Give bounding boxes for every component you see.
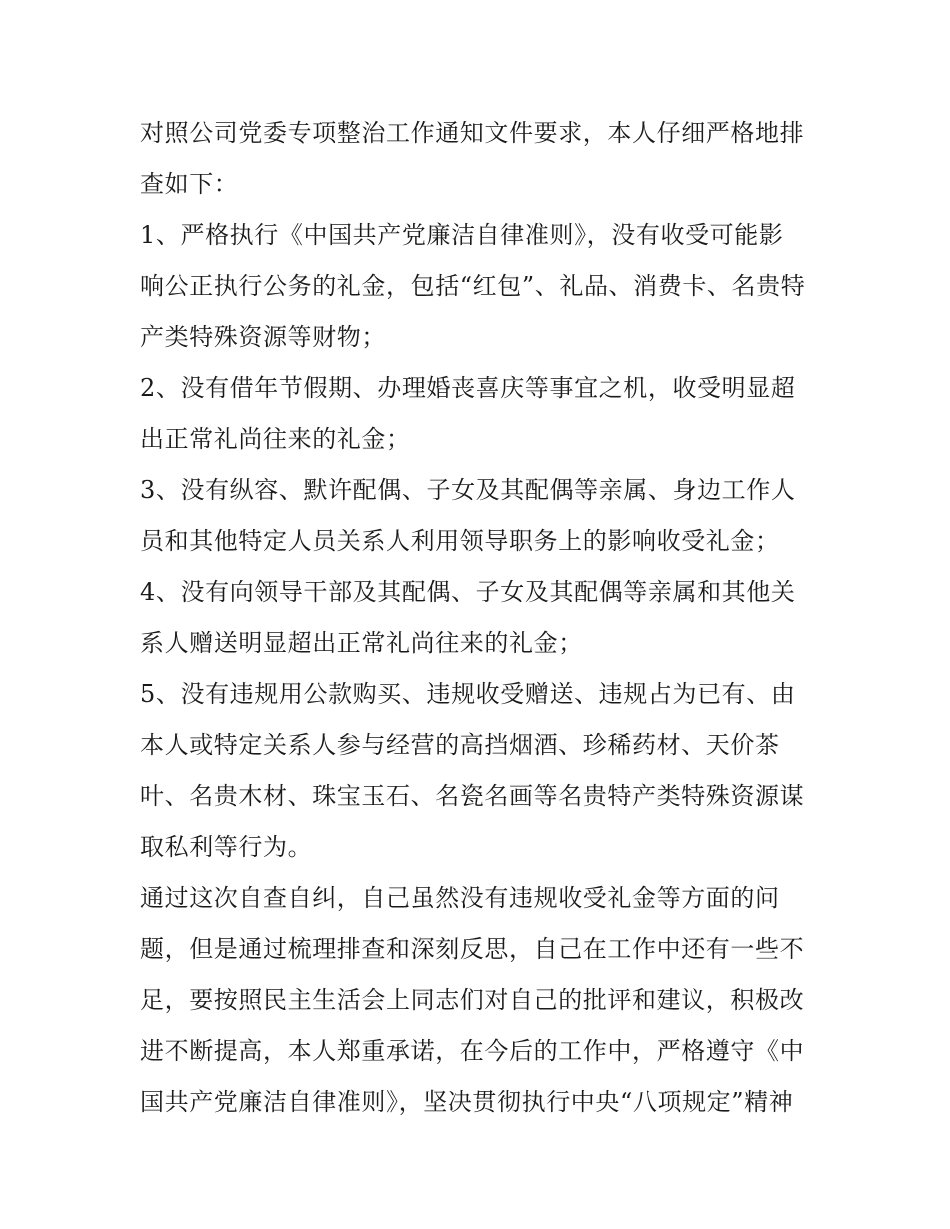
text-line: 进不断提高，本人郑重承诺，在今后的工作中，严格遵守《中 (140, 1037, 805, 1065)
text-line: 3、没有纵容、默许配偶、子女及其配偶等亲属、身边工作人 (140, 476, 796, 504)
text-line: 国共产党廉洁自律准则》，坚决贯彻执行中央“八项规定”精神 (140, 1088, 794, 1116)
text-line: 叶、名贵木材、珠宝玉石、名瓷名画等名贵特产类特殊资源谋 (140, 782, 805, 810)
text-line: 系人赠送明显超出正常礼尚往来的礼金； (140, 629, 583, 657)
text-line: 查如下： (140, 170, 239, 198)
text-line: 4、没有向领导干部及其配偶、子女及其配偶等亲属和其他关 (140, 578, 796, 606)
text-line: 产类特殊资源等财物； (140, 323, 386, 351)
text-line: 对照公司党委专项整治工作通知文件要求，本人仔细严格地排 (140, 119, 805, 147)
text-line: 取私利等行为。 (140, 833, 313, 861)
text-line: 1、严格执行《中国共产党廉洁自律准则》，没有收受可能影 (140, 221, 784, 249)
text-line: 通过这次自查自纠，自己虽然没有违规收受礼金等方面的问 (140, 884, 780, 912)
text-line: 2、没有借年节假期、办理婚丧喜庆等事宜之机，收受明显超 (140, 374, 796, 402)
text-line: 5、没有违规用公款购买、违规收受赠送、违规占为已有、由 (140, 680, 796, 708)
document-body (140, 108, 820, 1128)
text-line: 本人或特定关系人参与经营的高挡烟酒、珍稀药材、天价茶 (140, 731, 780, 759)
text-line: 足，要按照民主生活会上同志们对自己的批评和建议，积极改 (140, 986, 805, 1014)
text-line: 响公正执行公务的礼金，包括“红包”、礼品、消费卡、名贵特 (140, 272, 806, 300)
text-line: 出正常礼尚往来的礼金； (140, 425, 411, 453)
text-line: 题，但是通过梳理排查和深刻反思，自己在工作中还有一些不 (140, 935, 805, 963)
text-line: 员和其他特定人员关系人利用领导职务上的影响收受礼金； (140, 527, 780, 555)
